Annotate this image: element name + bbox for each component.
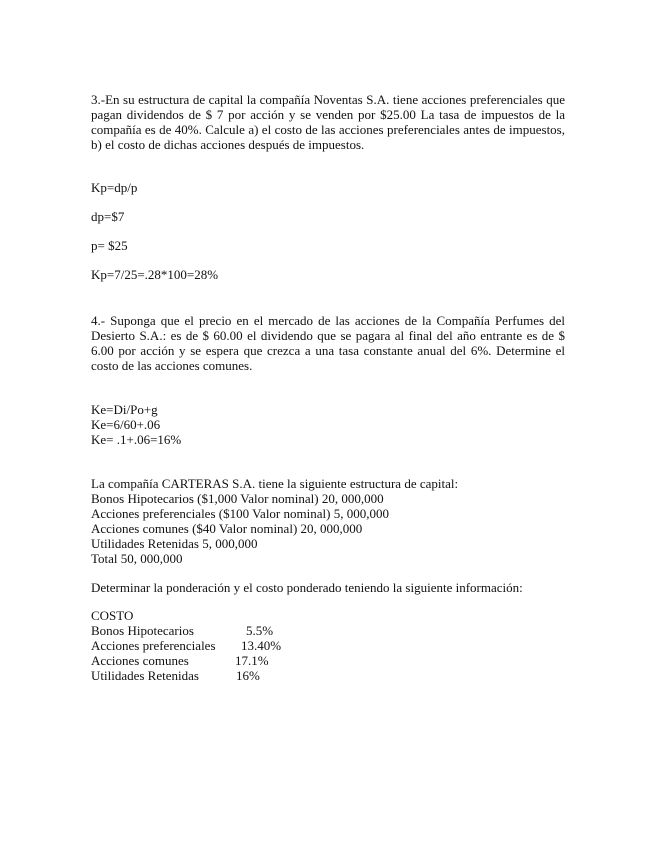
capital-structure-item: Bonos Hipotecarios ($1,000 Valor nominal) 20, 000,000 [91, 491, 384, 506]
cost-label: Utilidades Retenidas [91, 668, 199, 683]
formula-line: Kp=7/25=.28*100=28% [91, 267, 219, 282]
cost-row [91, 623, 281, 638]
problem-3-text: 3.-En su estructura de capital la compañía Noventas S.A. tiene acciones preferenciales que pagan dividendos de $ 7 por acción y se venden por $25.00 La tasa de impuestos de la compañía es de 40%. Calcule a) el costo de las acciones preferenciales antes de impuestos, b) el costo de dichas acciones después de impuestos. [91, 92, 565, 152]
cost-value: 16% [236, 668, 260, 683]
capital-structure-item: Utilidades Retenidas 5, 000,000 [91, 536, 258, 551]
cost-value: 13.40% [241, 638, 282, 653]
cost-label: Acciones preferenciales [91, 638, 216, 653]
capital-structure-item: Acciones comunes ($40 Valor nominal) 20, 000,000 [91, 521, 363, 536]
capital-structure-total: Total 50, 000,000 [91, 551, 183, 566]
formula-line: dp=$7 [91, 209, 125, 224]
weighting-instruction: Determinar la ponderación y el costo ponderado teniendo la siguiente información: [91, 580, 523, 595]
cost-row [91, 668, 281, 683]
cost-label: Bonos Hipotecarios [91, 623, 194, 638]
cost-row [91, 653, 281, 668]
cost-table [91, 608, 281, 683]
cost-label: Acciones comunes [91, 653, 189, 668]
cost-row [91, 638, 281, 653]
capital-structure-intro: La compañía CARTERAS S.A. tiene la siguiente estructura de capital: [91, 476, 459, 491]
formula-line: p= $25 [91, 238, 128, 253]
formula-line: Ke=6/60+.06 [91, 417, 161, 432]
cost-heading: COSTO [91, 608, 134, 623]
formula-line: Ke= .1+.06=16% [91, 432, 182, 447]
formula-line: Kp=dp/p [91, 180, 138, 195]
formula-line: Ke=Di/Po+g [91, 402, 158, 417]
problem-4-text: 4.- Suponga que el precio en el mercado de las acciones de la Compañía Perfumes del Desierto S.A.: es de $ 60.00 el dividendo que se pagara al final del año entrante es de $ 6.00 por acción y se espera que crezca a una tasa constante anual del 6%. Determine el costo de las acciones comunes. [91, 313, 565, 373]
cost-value: 5.5% [246, 623, 274, 638]
capital-structure-item: Acciones preferenciales ($100 Valor nominal) 5, 000,000 [91, 506, 389, 521]
cost-value: 17.1% [235, 653, 269, 668]
